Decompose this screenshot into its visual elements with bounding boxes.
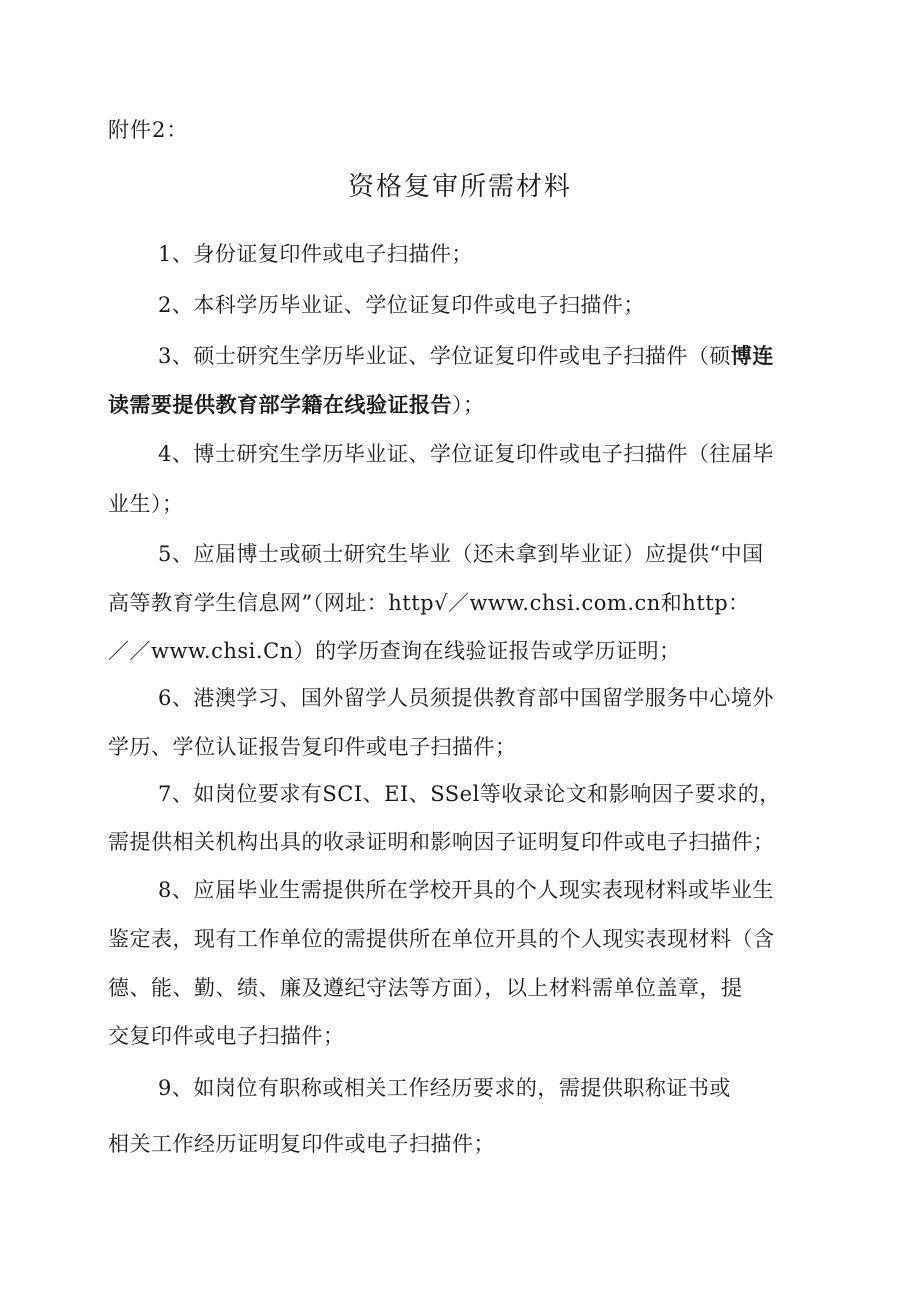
item-5-line-3: ／／www.chsi.Cn）的学历查询在线验证报告或学历证明； <box>108 639 681 663</box>
item-6-line-2: 学历、学位认证报告复印件或电子扫描件； <box>108 735 517 759</box>
item-4-line-2: 业生）； <box>108 492 184 516</box>
item-8-line-3: 德、能、勤、绩、廉及遵纪守法等方面），以上材料需单位盖章，提 <box>108 976 743 1000</box>
item-5-line-1: 5、应届博士或硕士研究生毕业（还未拿到毕业证）应提供“中国 <box>158 542 764 566</box>
item-7-line-1: 7、如岗位要求有SCI、EI、SSel等收录论文和影响因子要求的， <box>158 782 781 806</box>
page-title: 资格复审所需材料 <box>347 172 572 202</box>
item-8-line-1: 8、应届毕业生需提供所在学校开具的个人现实表现材料或毕业生 <box>158 878 774 902</box>
item-6-line-1: 6、港澳学习、国外留学人员须提供教育部中国留学服务中心境外 <box>158 686 774 710</box>
item-2-line-1: 2、本科学历毕业证、学位证复印件或电子扫描件； <box>158 293 645 317</box>
item-5-line-2: 高等教育学生信息网”（网址：http√／www.chsi.com.cn和http： <box>108 591 750 615</box>
item-3-line-2-bold: 读需要提供教育部学籍在线验证报告 <box>108 392 452 417</box>
item-4-line-1: 4、博士研究生学历毕业证、学位证复印件或电子扫描件（往届毕 <box>158 442 774 466</box>
attachment-label: 附件2： <box>108 118 189 142</box>
item-3-line-1-bold: 博连 <box>730 343 774 368</box>
item-8-line-4: 交复印件或电子扫描件； <box>108 1024 345 1048</box>
item-3-line-2 <box>108 391 485 419</box>
item-8-line-2: 鉴定表，现有工作单位的需提供所在单位开具的个人现实表现材料（含 <box>108 927 775 951</box>
item-1-line-1: 1、身份证复印件或电子扫描件； <box>158 242 473 266</box>
item-9-line-1: 9、如岗位有职称或相关工作经历要求的，需提供职称证书或 <box>158 1076 731 1100</box>
item-3-line-1-text: 3、硕士研究生学历毕业证、学位证复印件或电子扫描件（硕 <box>158 344 731 368</box>
item-7-line-2: 需提供相关机构出具的收录证明和影响因子证明复印件或电子扫描件； <box>108 830 775 854</box>
item-3-line-2-text: ）； <box>452 393 485 417</box>
item-9-line-2: 相关工作经历证明复印件或电子扫描件； <box>108 1132 495 1156</box>
item-3-line-1 <box>158 342 774 370</box>
